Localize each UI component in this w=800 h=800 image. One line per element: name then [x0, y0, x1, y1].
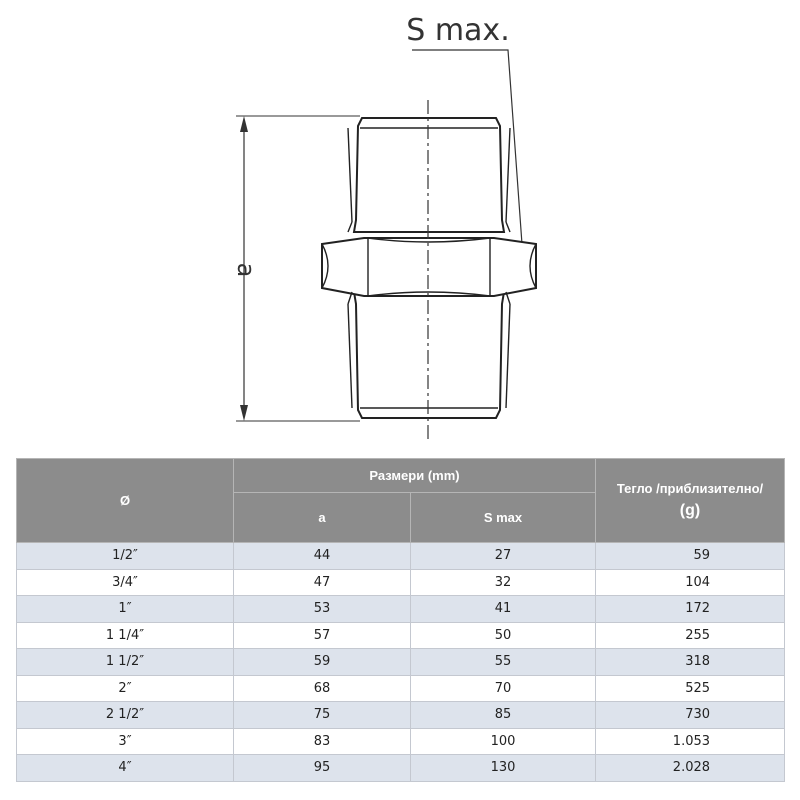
table-row — [17, 649, 785, 676]
table-row — [17, 569, 785, 596]
cell-a: 59 — [234, 649, 411, 676]
dimension-a-label: a — [232, 262, 260, 278]
cell-diameter: 2″ — [17, 675, 234, 702]
cell-s-max: 85 — [411, 702, 596, 729]
dimension-arrow-top — [240, 116, 248, 132]
header-weight-unit: (g) — [679, 502, 701, 519]
header-diameter: Ø — [17, 459, 234, 543]
cell-a: 47 — [234, 569, 411, 596]
header-s-max: S max — [411, 493, 596, 543]
cell-weight: 255 — [596, 622, 785, 649]
s-max-label: S max. — [406, 13, 510, 48]
table-row — [17, 728, 785, 755]
header-weight — [596, 459, 785, 543]
cell-weight: 104 — [596, 569, 785, 596]
cell-diameter: 2 1/2″ — [17, 702, 234, 729]
header-a: a — [234, 493, 411, 543]
cell-diameter: 3/4″ — [17, 569, 234, 596]
fitting-body — [322, 118, 536, 418]
cell-s-max: 50 — [411, 622, 596, 649]
cell-weight: 730 — [596, 702, 785, 729]
cell-diameter: 1 1/2″ — [17, 649, 234, 676]
cell-weight: 318 — [596, 649, 785, 676]
cell-weight: 172 — [596, 596, 785, 623]
cell-a: 57 — [234, 622, 411, 649]
cell-s-max: 27 — [411, 543, 596, 570]
table-row — [17, 543, 785, 570]
cell-diameter: 1/2″ — [17, 543, 234, 570]
cell-a: 95 — [234, 755, 411, 782]
cell-a: 44 — [234, 543, 411, 570]
cell-s-max: 130 — [411, 755, 596, 782]
dimensions-table — [16, 458, 785, 782]
cell-s-max: 32 — [411, 569, 596, 596]
cell-diameter: 4″ — [17, 755, 234, 782]
cell-a: 83 — [234, 728, 411, 755]
cell-weight: 1.053 — [596, 728, 785, 755]
cell-diameter: 1″ — [17, 596, 234, 623]
table-row — [17, 596, 785, 623]
cell-weight: 59 — [596, 543, 785, 570]
cell-s-max: 41 — [411, 596, 596, 623]
dimension-arrow-bottom — [240, 405, 248, 421]
table-row — [17, 702, 785, 729]
cell-s-max: 100 — [411, 728, 596, 755]
cell-s-max: 55 — [411, 649, 596, 676]
cell-weight: 525 — [596, 675, 785, 702]
cell-a: 68 — [234, 675, 411, 702]
table-row — [17, 622, 785, 649]
cell-s-max: 70 — [411, 675, 596, 702]
cell-a: 75 — [234, 702, 411, 729]
header-weight-label: Тегло /приблизително/ — [616, 481, 764, 496]
table-row — [17, 675, 785, 702]
cell-a: 53 — [234, 596, 411, 623]
header-dimensions: Размери (mm) — [234, 459, 596, 493]
cell-diameter: 1 1/4″ — [17, 622, 234, 649]
cell-weight: 2.028 — [596, 755, 785, 782]
table-row — [17, 755, 785, 782]
cell-diameter: 3″ — [17, 728, 234, 755]
